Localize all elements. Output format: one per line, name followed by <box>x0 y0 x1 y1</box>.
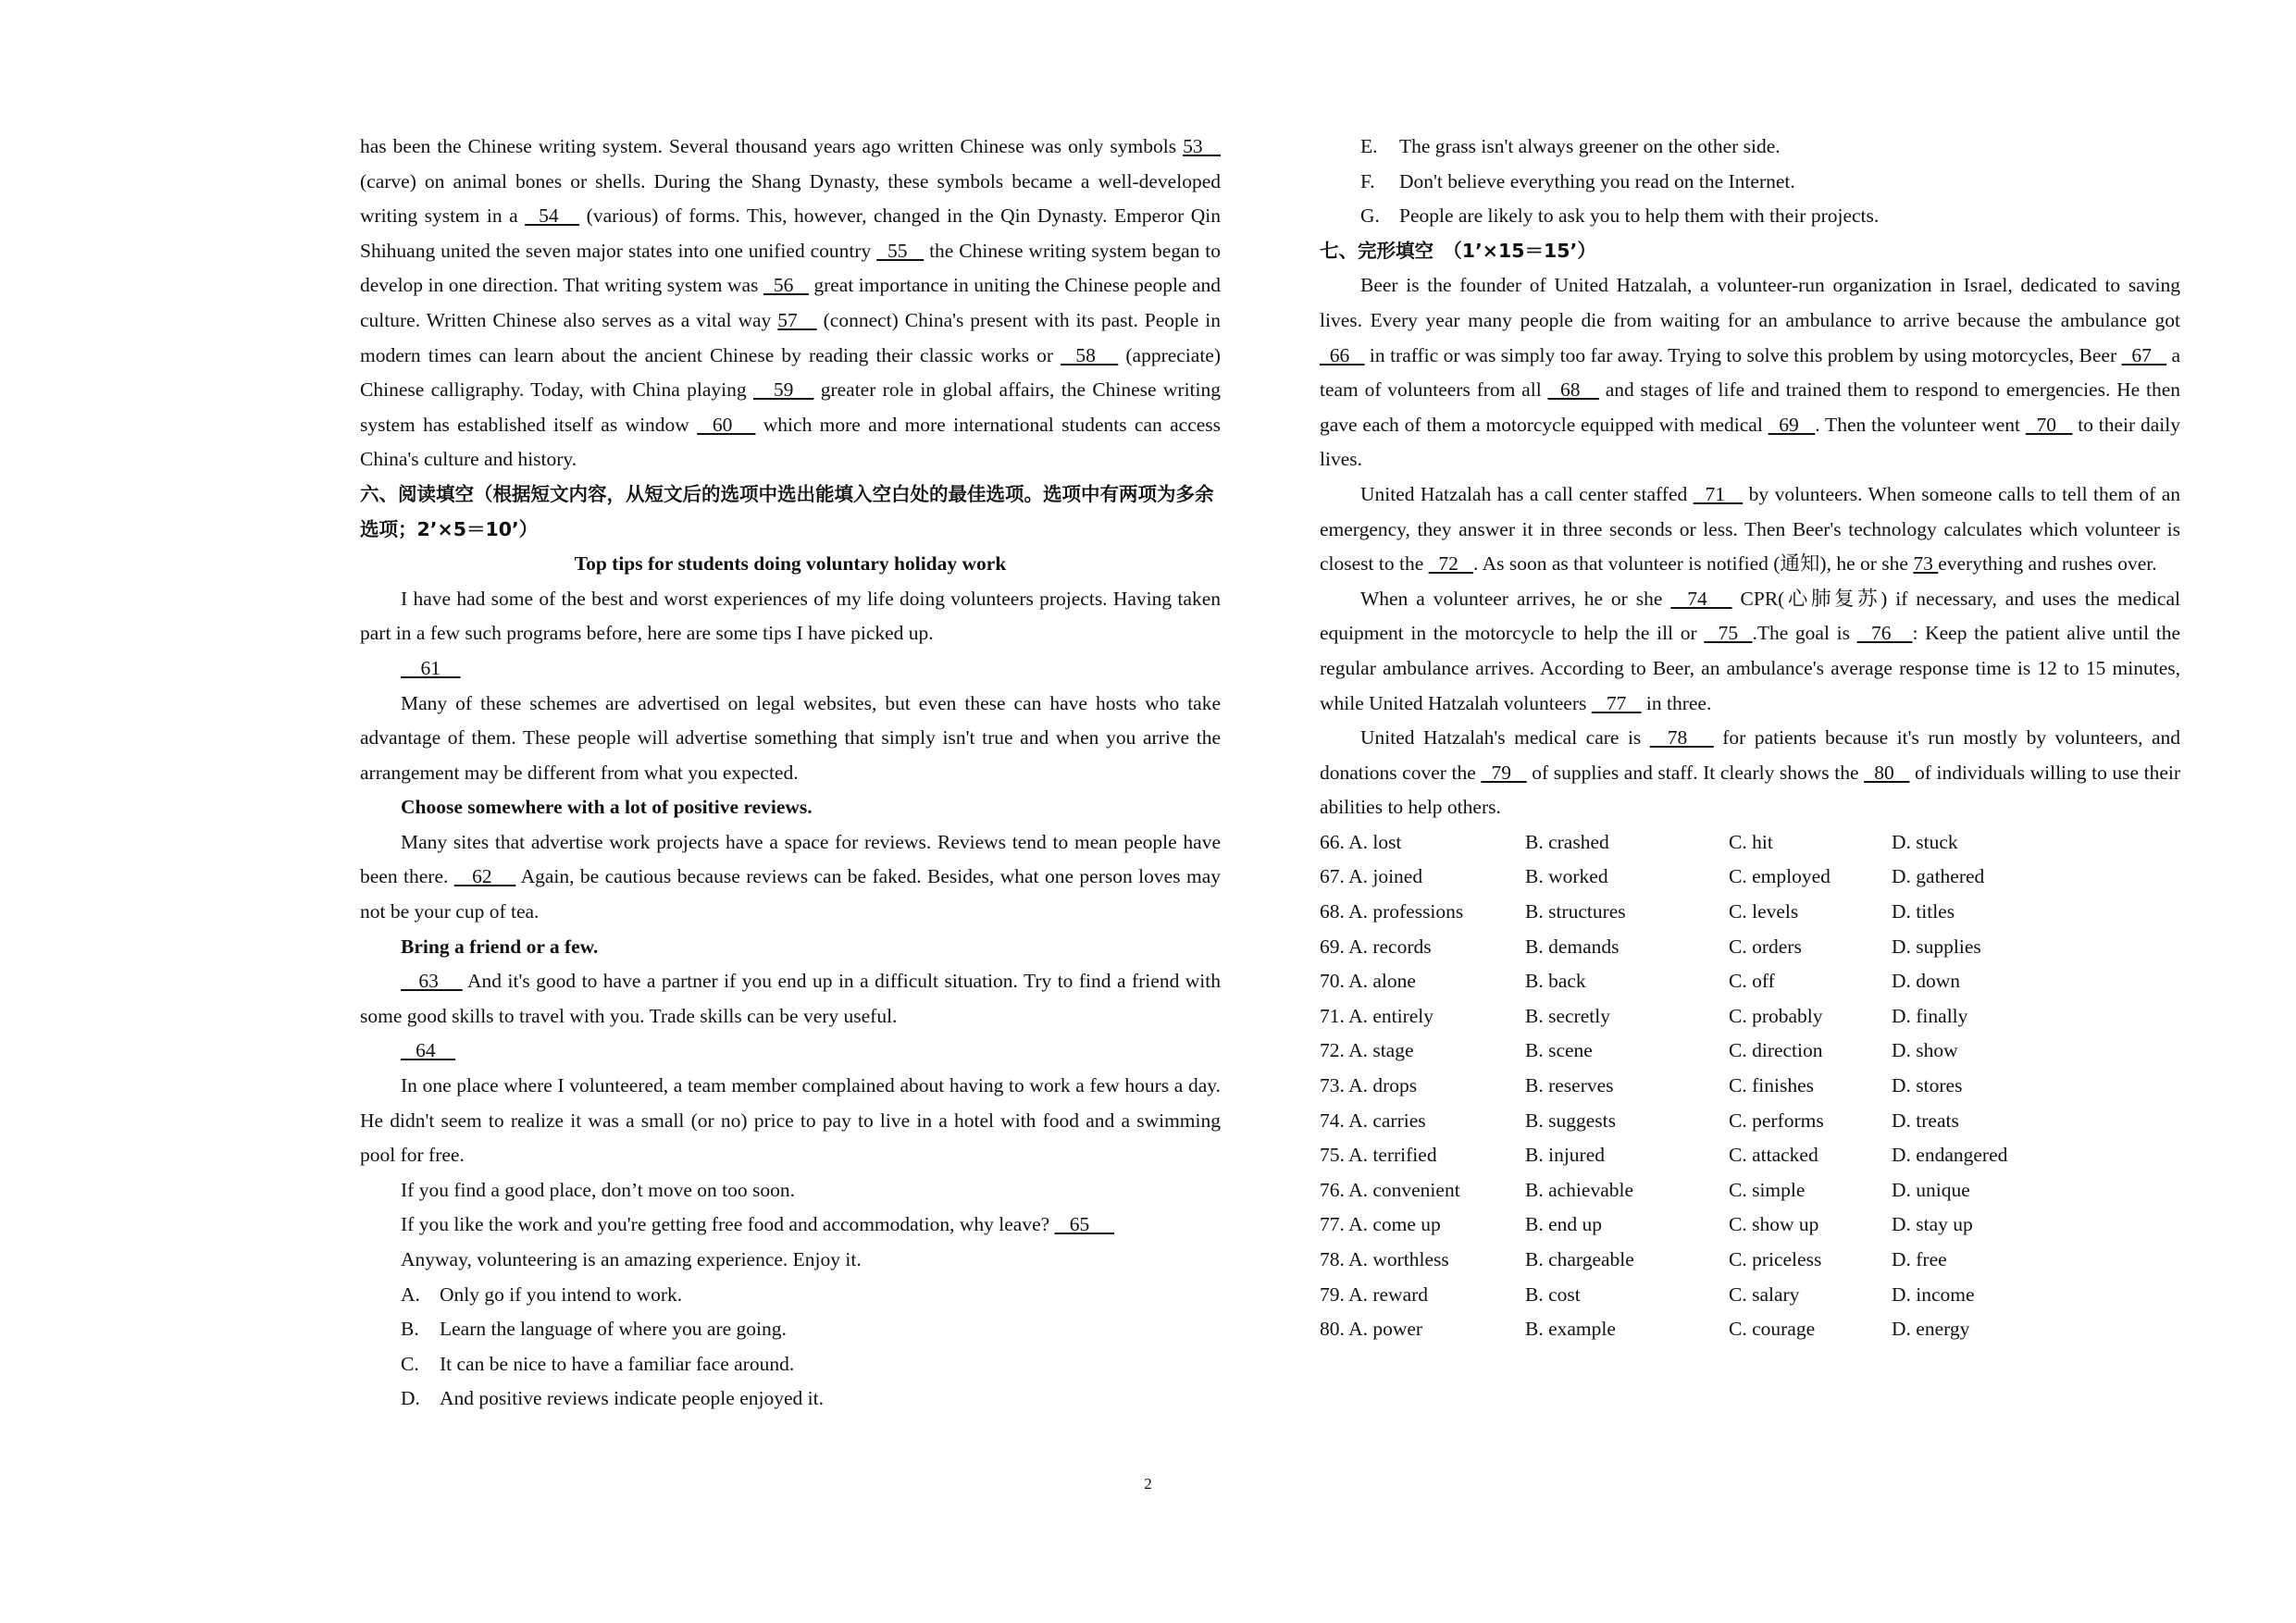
answer-blank: 57 <box>777 308 817 331</box>
answer-blank: 79 <box>1481 761 1527 784</box>
section-seven-title: 七、完形填空 （1’×15＝15’） <box>1320 239 1596 262</box>
option-g: G. People are likely to ask you to help them with their projects. <box>1360 204 1880 228</box>
choice-option: 71. A. entirely <box>1320 1004 1434 1027</box>
schemes-paragraph: Many of these schemes are advertised on legal websites, but even these can have hosts who take advantage of them. These people will advertise something that simply isn't true and when you arrive the arrangement may be different from what you expected. <box>360 691 1221 784</box>
choice-option: C. direction <box>1729 1039 1823 1062</box>
passage-chinese-writing <box>360 130 1221 477</box>
text-run: of individuals willing to use their abilities to help others. <box>1320 761 2181 819</box>
text-run: great importance in uniting the Chinese people and culture. Written Chinese also serves as a vital way <box>360 274 1222 331</box>
blank-61: 61 <box>401 656 461 679</box>
text-run: a team of volunteers from all <box>1320 343 2181 402</box>
answer-blank: 74 <box>1670 587 1732 610</box>
option-f: F. Don't believe everything you read on the Internet. <box>1360 169 1795 192</box>
choice-option: 75. A. terrified <box>1320 1144 1437 1167</box>
choice-option: 74. A. carries <box>1320 1109 1426 1132</box>
answer-blank: 72 <box>1428 552 1474 576</box>
cloze-choices-table <box>1320 825 2180 1347</box>
choice-option: C. orders <box>1729 935 1802 958</box>
answer-blank: 56 <box>763 274 809 297</box>
answer-blank: 53 <box>1183 135 1221 157</box>
choice-row <box>1320 1208 2180 1243</box>
answer-blank: 54 <box>525 204 580 228</box>
choice-option: C. courage <box>1729 1318 1816 1341</box>
text-run: greater role in global affairs, the Chinese writing system has established itself as window <box>360 378 1222 436</box>
friend-heading: Bring a friend or a few. <box>401 935 599 958</box>
choice-option: B. example <box>1525 1318 1616 1341</box>
answer-blank: 77 <box>1591 691 1642 714</box>
choice-option: 73. A. drops <box>1320 1074 1418 1097</box>
reviews-heading: Choose somewhere with a lot of positive reviews. <box>401 796 813 819</box>
choice-option: B. structures <box>1525 900 1626 923</box>
choice-row <box>1320 1243 2180 1278</box>
good-place-line: If you find a good place, don’t move on too soon. <box>401 1178 795 1201</box>
choice-option: D. gathered <box>1892 865 1985 888</box>
choice-row <box>1320 1138 2180 1173</box>
left-column <box>360 130 1221 1417</box>
text-run: United Hatzalah's medical care is <box>1360 726 1650 750</box>
choice-option: B. end up <box>1525 1213 1603 1236</box>
choice-option: B. worked <box>1525 865 1608 888</box>
choice-option: D. stay up <box>1892 1213 1973 1236</box>
choice-option: B. achievable <box>1525 1178 1634 1201</box>
choice-option: 69. A. records <box>1320 935 1432 958</box>
text-run: in three. <box>1641 691 1712 714</box>
choice-option: C. levels <box>1729 900 1799 923</box>
choice-option: 70. A. alone <box>1320 970 1416 993</box>
cloze-paragraph-3 <box>1320 582 2180 721</box>
text-run: for patients because it's run mostly by volunteers, and donations cover the <box>1320 726 2181 784</box>
choice-option: B. scene <box>1525 1039 1593 1062</box>
text-run: And it's good to have a partner if you end up in a difficult situation. Try to find a friend with some good skills to travel with you. Trade skills can be very useful. <box>360 970 1222 1027</box>
answer-blank: 60 <box>697 413 756 436</box>
choice-option: 78. A. worthless <box>1320 1248 1449 1270</box>
answer-blank: 80 <box>1864 761 1910 784</box>
choice-option: B. suggests <box>1525 1109 1616 1132</box>
choice-row <box>1320 825 2180 861</box>
cloze-paragraph-1 <box>1320 268 2180 477</box>
answer-blank: 70 <box>2025 413 2073 436</box>
text-run: of supplies and staff. It clearly shows the <box>1526 761 1865 784</box>
text-run: to their daily lives. <box>1320 413 2181 471</box>
text-run: CPR(心肺复苏) if necessary, and uses the medical equipment in the motorcycle to help the ill or <box>1320 587 2180 645</box>
cloze-paragraph-2 <box>1320 477 2180 582</box>
choice-option: B. demands <box>1525 935 1620 958</box>
option-d: D. And positive reviews indicate people enjoyed it. <box>401 1387 824 1410</box>
answer-blank: 65 <box>1054 1213 1115 1236</box>
text-run: If you like the work and you're getting free food and accommodation, why leave? <box>401 1213 1055 1236</box>
choice-option: C. priceless <box>1729 1248 1822 1270</box>
text-run: everything and rushes over. <box>1938 552 2157 576</box>
answer-blank: 75 <box>1704 622 1753 645</box>
text-run: by volunteers. When someone calls to tell them of an emergency, they answer it in three seconds or less. Then Beer's technology calculates which volunteer is closest to the <box>1320 482 2180 576</box>
friend-paragraph <box>360 964 1221 1034</box>
text-run: and stages of life and trained them to respond to emergencies. He then gave each of them a motorcycle equipped with medical <box>1320 378 2181 436</box>
choice-option: C. show up <box>1729 1213 1819 1236</box>
answer-blank: 73 <box>1913 552 1939 576</box>
choice-option: D. treats <box>1892 1109 1959 1132</box>
choice-row <box>1320 895 2180 930</box>
choice-option: D. show <box>1892 1039 1958 1062</box>
choice-row <box>1320 1312 2180 1347</box>
answer-blank: 69 <box>1768 413 1816 436</box>
choice-option: 80. A. power <box>1320 1318 1423 1341</box>
reading-options-list <box>360 1278 1221 1417</box>
choice-row <box>1320 930 2180 965</box>
text-run: (appreciate) Chinese calligraphy. Today, with China playing <box>360 343 1222 402</box>
choice-option: C. finishes <box>1729 1074 1814 1097</box>
choice-option: B. secretly <box>1525 1004 1610 1027</box>
choice-option: 76. A. convenient <box>1320 1178 1460 1201</box>
answer-blank: 62 <box>453 865 516 888</box>
choice-option: B. cost <box>1525 1282 1581 1306</box>
choice-option: B. reserves <box>1525 1074 1614 1097</box>
choice-option: D. energy <box>1892 1318 1970 1341</box>
choice-option: 79. A. reward <box>1320 1282 1429 1306</box>
text-run: the Chinese writing system began to develop in one direction. That writing system was <box>360 239 1222 297</box>
choice-option: D. stores <box>1892 1074 1963 1097</box>
text-run: . Then the volunteer went <box>1815 413 2026 436</box>
choice-option: C. simple <box>1729 1178 1806 1201</box>
text-run: (carve) on animal bones or shells. During the Shang Dynasty, these symbols became a well-developed writing system in a <box>360 169 1221 228</box>
passage-title: Top tips for students doing voluntary holiday work <box>574 552 1007 576</box>
answer-blank: 59 <box>752 378 814 402</box>
answer-blank: 71 <box>1693 482 1744 505</box>
answer-blank: 67 <box>2121 343 2167 366</box>
choice-option: B. back <box>1525 970 1586 993</box>
text-run: : Keep the patient alive until the regular ambulance arrives. According to Beer, an ambulance's average response time is 12 to 15 minutes, while United Hatzalah volunteers <box>1320 622 2181 714</box>
answer-blank: 55 <box>876 239 925 262</box>
intro-paragraph: I have had some of the best and worst experiences of my life doing volunteers projects. Having taken part in a few such programs before, here are some tips I have picked up. <box>360 587 1221 645</box>
option-a: A. Only go if you intend to work. <box>401 1282 683 1306</box>
choice-row <box>1320 1034 2180 1069</box>
option-b: B. Learn the language of where you are going. <box>401 1318 787 1341</box>
choice-option: 72. A. stage <box>1320 1039 1414 1062</box>
choice-option: D. free <box>1892 1248 1947 1270</box>
text-run: (connect) China's present with its past. People in modern times can learn about the ancient Chinese by reading their classic works or <box>360 308 1221 366</box>
answer-blank: 68 <box>1547 378 1599 402</box>
reviews-paragraph <box>360 825 1221 930</box>
choice-option: 77. A. come up <box>1320 1213 1441 1236</box>
text-run: .The goal is <box>1752 622 1857 645</box>
choice-option: D. supplies <box>1892 935 1981 958</box>
choice-option: C. salary <box>1729 1282 1800 1306</box>
choice-option: B. crashed <box>1525 830 1609 853</box>
choice-option: B. injured <box>1525 1144 1605 1167</box>
text-run: When a volunteer arrives, he or she <box>1360 587 1671 610</box>
text-run: Again, be cautious because reviews can be faked. Besides, what one person loves may not be your cup of tea. <box>360 865 1222 923</box>
choice-row <box>1320 1173 2180 1208</box>
choice-option: D. finally <box>1892 1004 1968 1027</box>
choice-option: C. hit <box>1729 830 1773 853</box>
choice-option: B. chargeable <box>1525 1248 1634 1270</box>
choice-option: 66. A. lost <box>1320 830 1402 853</box>
text-run: United Hatzalah has a call center staffed <box>1360 482 1694 505</box>
choice-row <box>1320 964 2180 999</box>
choice-option: 67. A. joined <box>1320 865 1423 888</box>
reading-options-list-continued <box>1320 130 2180 234</box>
choice-row <box>1320 1278 2180 1313</box>
anyway-line: Anyway, volunteering is an amazing experience. Enjoy it. <box>401 1248 862 1270</box>
text-run: in traffic or was simply too far away. Trying to solve this problem by using motorcycles, Beer <box>1364 343 2122 366</box>
answer-blank: 78 <box>1649 726 1714 750</box>
answer-blank: 58 <box>1061 343 1119 366</box>
section-six-title: 六、阅读填空（根据短文内容，从短文后的选项中选出能填入空白处的最佳选项。选项中有两项为多余选项；2’×5＝10’） <box>360 482 1214 540</box>
option-e: E. The grass isn't always greener on the other side. <box>1360 135 1781 157</box>
choice-option: D. income <box>1892 1282 1975 1306</box>
page-number: 2 <box>1144 1475 1152 1493</box>
text-run: . As soon as that volunteer is notified (通知), he or she <box>1473 552 1914 576</box>
choice-option: C. attacked <box>1729 1144 1818 1167</box>
text-run: (various) of forms. This, however, changed in the Qin Dynasty. Emperor Qin Shihuang united the seven major states into one unified country <box>360 204 1221 262</box>
right-column <box>1320 130 2180 1347</box>
choice-row <box>1320 860 2180 895</box>
option-c: C. It can be nice to have a familiar face around. <box>401 1352 795 1375</box>
choice-option: C. performs <box>1729 1109 1824 1132</box>
hotel-paragraph: In one place where I volunteered, a team member complained about having to work a few hours a day. He didn't seem to realize it was a small (or no) price to pay to live in a hotel with food and a swimming pool for free. <box>360 1074 1221 1167</box>
answer-blank: 76 <box>1856 622 1913 645</box>
choice-row <box>1320 1104 2180 1139</box>
cloze-paragraph-4 <box>1320 721 2180 825</box>
choice-option: 68. A. professions <box>1320 900 1464 923</box>
choice-option: D. stuck <box>1892 830 1958 853</box>
choice-row <box>1320 1069 2180 1104</box>
answer-blank: 63 <box>401 970 463 993</box>
choice-row <box>1320 999 2180 1035</box>
like-work-line <box>360 1208 1221 1243</box>
choice-option: D. down <box>1892 970 1961 993</box>
blank-64: 64 <box>401 1039 456 1062</box>
choice-option: C. employed <box>1729 865 1831 888</box>
choice-option: D. titles <box>1892 900 1955 923</box>
text-run: Many sites that advertise work projects have a space for reviews. Reviews tend to mean people have been there. <box>360 830 1221 888</box>
text-run: which more and more international students can access China's culture and history. <box>360 413 1222 471</box>
choice-option: D. unique <box>1892 1178 1970 1201</box>
answer-blank: 66 <box>1320 343 1365 366</box>
choice-option: C. off <box>1729 970 1775 993</box>
text-run: Beer is the founder of United Hatzalah, a volunteer-run organization in Israel, dedicated to saving lives. Every year many people die from waiting for an ambulance to arrive because the ambulance got <box>1320 274 2180 331</box>
choice-option: C. probably <box>1729 1004 1823 1027</box>
text-run: has been the Chinese writing system. Several thousand years ago written Chinese was only symbols <box>360 135 1184 157</box>
choice-option: D. endangered <box>1892 1144 2008 1167</box>
